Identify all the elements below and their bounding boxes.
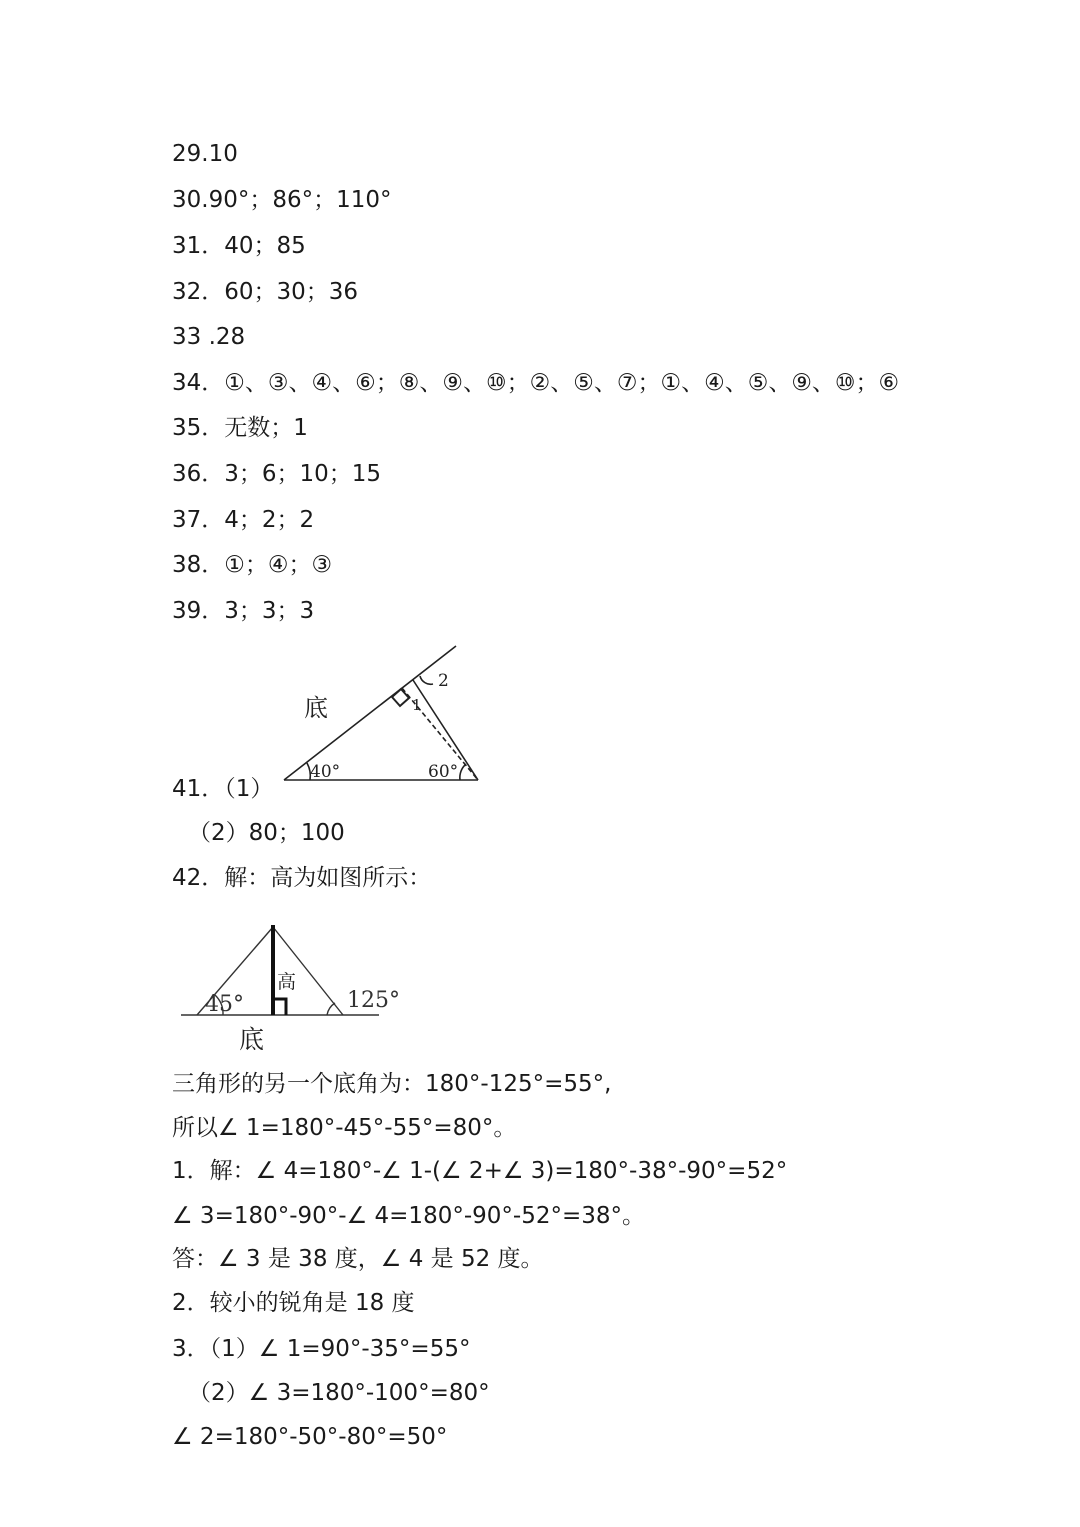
problem-2: 2．较小的锐角是 18 度 <box>172 1290 415 1316</box>
answer-34: 34．①、③、④、⑥；⑧、⑨、⑩；②、⑤、⑦；①、④、⑤、⑨、⑩；⑥ <box>172 370 900 396</box>
base-label-42: 底 <box>239 1025 265 1054</box>
answer-42-calc-2: 所以∠ 1=180°-45°-55°=80°。 <box>172 1115 517 1141</box>
problem-3-part2: （2）∠ 3=180°-100°=80° <box>188 1380 490 1406</box>
triangle-figure-41 <box>270 640 490 790</box>
problem-3-part3: ∠ 2=180°-50°-80°=50° <box>172 1424 448 1450</box>
angle-60-label: 60° <box>428 762 459 782</box>
answer-33: 33 .28 <box>172 324 246 350</box>
answer-35: 35．无数；1 <box>172 415 308 441</box>
answer-37: 37．4；2；2 <box>172 507 315 533</box>
angle-40-label: 40° <box>310 762 341 782</box>
answer-36: 36．3；6；10；15 <box>172 461 382 487</box>
angle-125-label: 125° <box>347 988 400 1013</box>
answer-29: 29.10 <box>172 141 238 167</box>
problem-1-line-2: ∠ 3=180°-90°-∠ 4=180°-90°-52°=38°。 <box>172 1203 646 1229</box>
problem-1-answer: 答：∠ 3 是 38 度，∠ 4 是 52 度。 <box>172 1246 544 1272</box>
angle-45-label: 45° <box>205 992 244 1017</box>
problem-1-line-1: 1．解：∠ 4=180°-∠ 1-(∠ 2+∠ 3)=180°-38°-90°=52° <box>172 1158 788 1184</box>
answer-41-part2: （2）80；100 <box>188 820 345 846</box>
answer-38: 38．①；④；③ <box>172 552 333 578</box>
answer-30: 30.90°；86°；110° <box>172 187 392 213</box>
base-label-41: 底 <box>304 694 328 722</box>
answer-42: 42．解：高为如图所示： <box>172 865 432 891</box>
answer-31: 31．40；85 <box>172 233 306 259</box>
answer-41-part1: 41．（1） <box>172 776 274 802</box>
answer-32: 32．60；30；36 <box>172 279 359 305</box>
triangle-figure-42 <box>175 915 415 1060</box>
answer-39: 39．3；3；3 <box>172 598 315 624</box>
problem-3-part1: 3．（1）∠ 1=90°-35°=55° <box>172 1336 471 1362</box>
answer-42-calc-1: 三角形的另一个底角为：180°-125°=55°, <box>172 1071 612 1097</box>
angle-2-label: 2 <box>438 671 449 691</box>
height-label-42: 高 <box>277 971 297 993</box>
angle-1-label: 1 <box>412 696 422 714</box>
